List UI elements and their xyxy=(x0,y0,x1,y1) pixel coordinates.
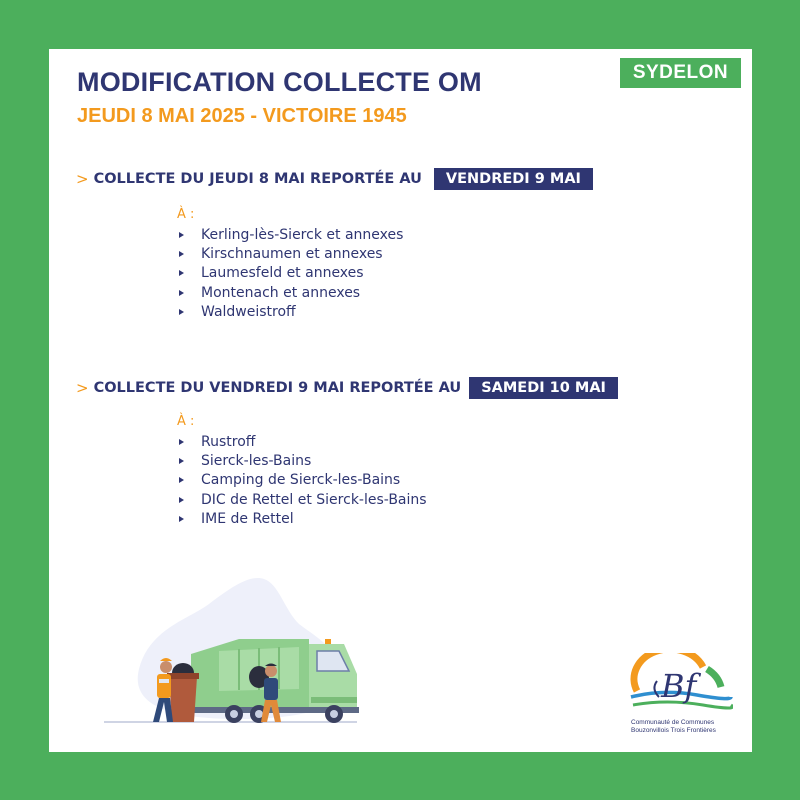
bullet-icon xyxy=(179,497,184,503)
page-title: MODIFICATION COLLECTE OM xyxy=(77,67,482,97)
cc-bouzonvillois-logo-icon xyxy=(623,653,733,715)
bullet-icon xyxy=(179,251,184,257)
list-item: IME de Rettel xyxy=(177,510,427,529)
section-1-list xyxy=(177,207,403,322)
section-2-text: COLLECTE DU VENDREDI 9 MAI REPORTÉE AU xyxy=(93,380,462,396)
list-item: Waldweistroff xyxy=(177,303,403,322)
list-item: Rustroff xyxy=(177,432,427,451)
bullet-icon xyxy=(179,458,184,464)
section-1-date-pill: VENDREDI 9 MAI xyxy=(434,168,593,190)
section-2-heading xyxy=(76,377,618,399)
page-subtitle: JEUDI 8 MAI 2025 - VICTOIRE 1945 xyxy=(77,105,407,127)
bullet-icon xyxy=(179,516,184,522)
section-2-list xyxy=(177,414,427,529)
announcement-card xyxy=(49,49,752,752)
section-2-date-pill: SAMEDI 10 MAI xyxy=(469,377,618,399)
section-1-text: COLLECTE DU JEUDI 8 MAI REPORTÉE AU xyxy=(93,171,422,187)
bullet-icon xyxy=(179,439,184,445)
list-item: Camping de Sierck-les-Bains xyxy=(177,471,427,490)
section-1-a-label: À : xyxy=(177,207,195,222)
community-logo xyxy=(623,653,733,735)
list-item: Kirschnaumen et annexes xyxy=(177,244,403,263)
logo-text: Communauté de Communes Bouzonvillois Trois Frontières xyxy=(631,719,716,734)
garbage-truck-illustration xyxy=(99,569,364,729)
bullet-icon xyxy=(179,270,184,276)
bullet-icon xyxy=(179,309,184,315)
list-item: Laumesfeld et annexes xyxy=(177,264,403,283)
bullet-icon xyxy=(179,290,184,296)
section-2-a-label: À : xyxy=(177,414,195,429)
list-item: DIC de Rettel et Sierck-les-Bains xyxy=(177,490,427,509)
bullet-icon xyxy=(179,232,184,238)
section-1-arrow-icon: > xyxy=(76,170,89,188)
list-item: Montenach et annexes xyxy=(177,283,403,302)
list-item: Sierck-les-Bains xyxy=(177,451,427,470)
sydelon-badge: SYDELON xyxy=(620,58,741,88)
svg-text:Bf: Bf xyxy=(661,667,697,705)
list-item: Kerling-lès-Sierck et annexes xyxy=(177,225,403,244)
section-2-arrow-icon: > xyxy=(76,379,89,397)
bullet-icon xyxy=(179,477,184,483)
section-1-heading xyxy=(76,168,593,190)
